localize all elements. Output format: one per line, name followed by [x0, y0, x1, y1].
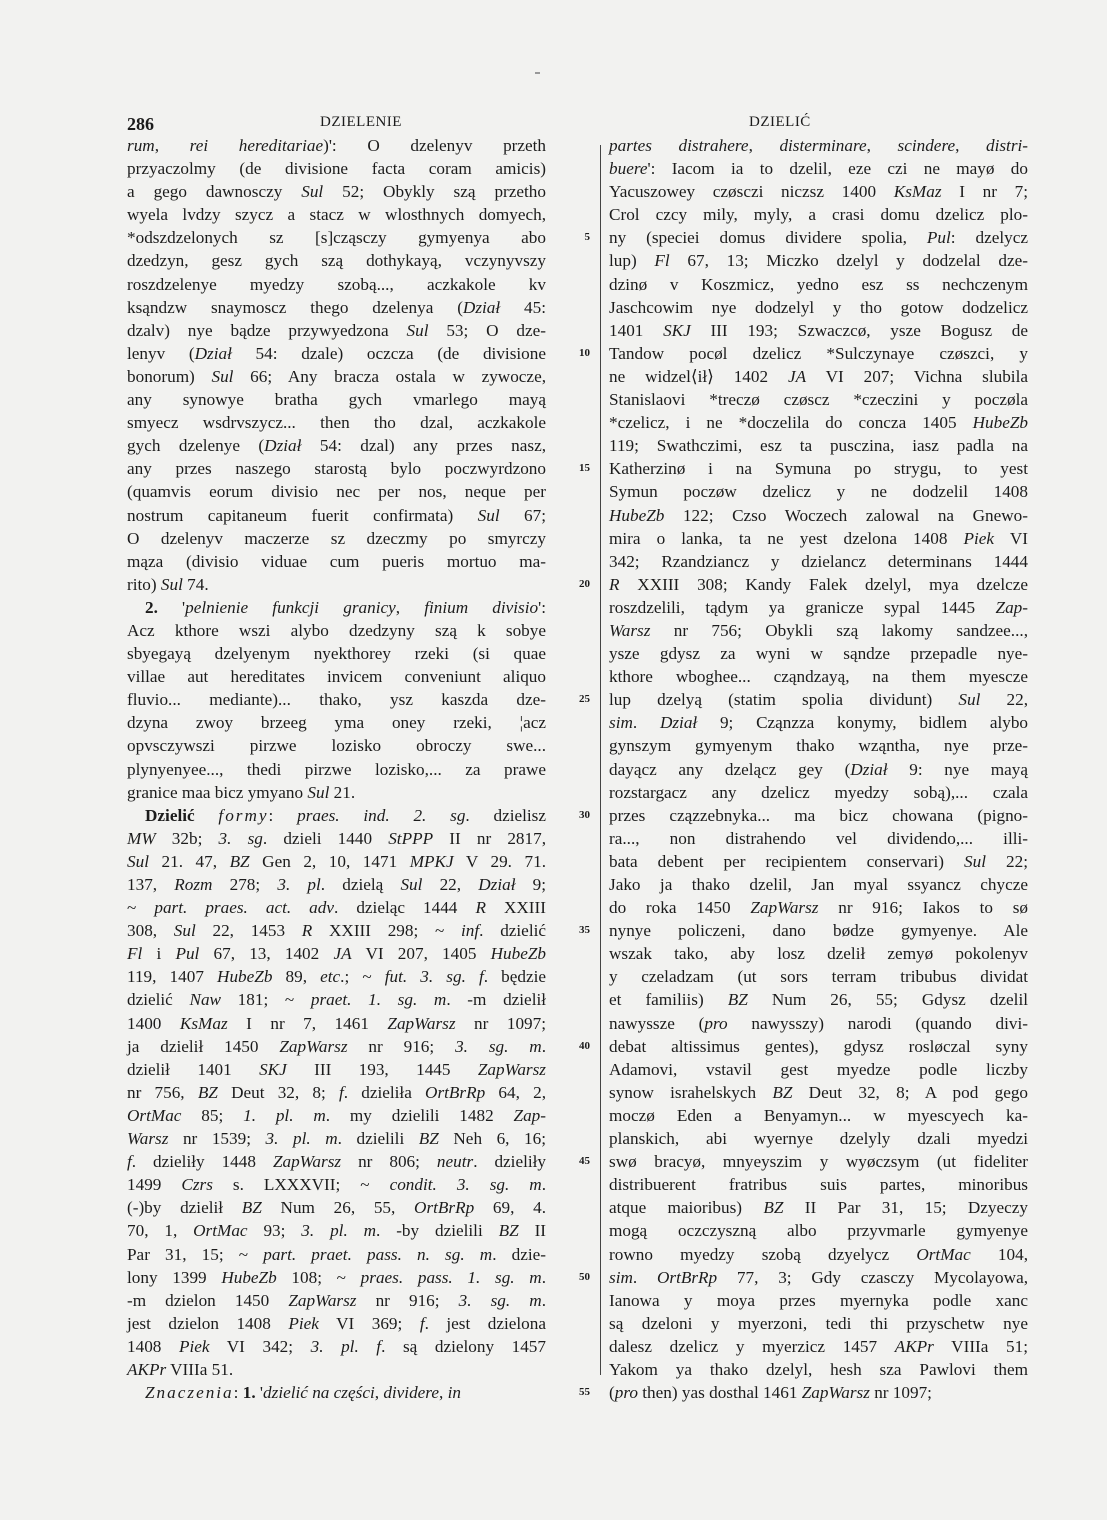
text-line: Adamovi, vstavil gest myedze podle liczby: [609, 1059, 1028, 1079]
text-line: *czelicz, i ne *doczelila do concza 1405 HubeZb: [609, 413, 1028, 433]
print-speck: [535, 72, 540, 74]
text-line: wyela lvdzy szycz a stacz w wlosthnych domyech,: [127, 205, 546, 225]
text-line: Stanislaovi *treczø czøscz *czeczini y poczøla: [609, 390, 1028, 410]
right-running-head: DZIELIĆ: [749, 114, 811, 130]
text-line: any przes naszego starostą bylo poczwyrdzono: [127, 459, 546, 479]
text-line: (-)by dzielił BZ Num 26, 55, OrtBrRp 69, 4.: [127, 1198, 546, 1218]
text-line: any synowye bratha gych vmarlego mayą: [127, 390, 546, 410]
text-line: lony 1399 HubeZb 108; ~ praes. pass. 1. sg. m.: [127, 1267, 546, 1287]
text-line: nynye policzeni, dano bødze gymyenye. Ale: [609, 921, 1028, 941]
text-line: O dzelenyv maczerze sz dzeczmy po smyrczy: [127, 528, 546, 548]
text-line: sim. OrtBrRp 77, 3; Gdy czasczy Mycolayowa,: [609, 1267, 1028, 1287]
text-line: przyaczolmy (de divisione facta coram amicis): [127, 159, 546, 179]
text-line: do roka 1450 ZapWarsz nr 916; Iakos to sø: [609, 898, 1028, 918]
text-line: Yacuszowey czøsczi niczsz 1400 KsMaz I nr 7;: [609, 182, 1028, 202]
text-line: Yakom ya thako dzelyl, hesh sza Pawlovi them: [609, 1359, 1028, 1379]
text-line: rum, rei hereditariae)': O dzelenyv przeth: [127, 136, 547, 155]
left-running-head: DZIELENIE: [320, 114, 402, 130]
text-line: dalesz dzelicz y myerzicz 1457 AKPr VIIIa 51;: [609, 1336, 1028, 1356]
text-line: rowno myedzy szobą dzyelycz OrtMac 104,: [609, 1244, 1029, 1264]
text-line: są dzeloni y myerzoni, tedi thi przyschetw nye: [609, 1313, 1028, 1333]
text-line: smyecz wsdrvszycz... then tho dzal, aczkakole: [127, 413, 546, 433]
line-number: 5: [584, 231, 590, 244]
text-line: -m dzielon 1450 ZapWarsz nr 916; 3. sg. m.: [127, 1290, 546, 1310]
text-line: Katherzinø i na Symuna po strygu, to yest: [609, 459, 1028, 479]
column-divider: [600, 145, 601, 1375]
text-line: fluvio... mediante)... thako, ysz kaszda dze-: [127, 690, 546, 710]
text-line: et familiis) BZ Num 26, 55; Gdysz dzelil: [609, 990, 1028, 1010]
text-line: roszdzelenye myedzy szobą..., aczkakole kv: [127, 274, 546, 294]
text-line: lenyv (Dział 54: dzale) oczcza (de divisione: [127, 343, 546, 363]
text-line: 1408 Piek VI 342; 3. pl. f. są dzielony 1457: [127, 1336, 546, 1356]
line-number: 25: [579, 693, 590, 706]
text-line: jest dzielon 1408 Piek VI 369; f. jest dzielona: [127, 1313, 546, 1333]
line-number: 50: [579, 1270, 590, 1283]
left-column: [127, 134, 546, 1404]
text-line: dzyna zwoy brzeeg yma oney rzeki, ¦acz: [127, 713, 546, 733]
text-line: dzielił 1401 SKJ III 193, 1445 ZapWarsz: [127, 1059, 546, 1079]
text-line: debat altissimus gentes), gdysz rosløczal syny: [609, 1036, 1028, 1056]
text-line: dzielić Naw 181; ~ praet. 1. sg. m. -m dzielił: [127, 990, 547, 1010]
text-line: sim. Dział 9; Cząnzza konymy, bidlem alybo: [609, 713, 1029, 733]
text-line: 70, 1, OrtMac 93; 3. pl. m. -by dzielili BZ II: [127, 1221, 547, 1241]
text-line: 1400 KsMaz I nr 7, 1461 ZapWarsz nr 1097;: [127, 1013, 547, 1033]
page-number: 286: [127, 114, 154, 134]
line-number: 15: [579, 462, 590, 475]
text-line: MW 32b; 3. sg. dzieli 1440 StPPP II nr 2817,: [127, 828, 546, 848]
text-line: atque maioribus) BZ II Par 31, 15; Dzyeczy: [609, 1198, 1029, 1218]
text-line: Jaschcowim nye dodzelyl y tho gotow dodzelicz: [609, 297, 1028, 317]
text-line: ra..., non distrahendo vel dividendo,... illi-: [609, 828, 1028, 848]
text-line: 119; Swathczimi, esz ta pusczina, iasz padla na: [609, 436, 1028, 456]
text-line: distribuerent fratribus suis partes, minoribus: [609, 1175, 1028, 1195]
text-line: f. dzieliły 1448 ZapWarsz nr 806; neutr. dzieliły: [127, 1152, 547, 1172]
text-line: kthore wboghee... cząndzayą, na them myescze: [609, 667, 1028, 687]
text-line: rito) Sul 74.: [127, 574, 209, 594]
text-line: ysze gdysz za wyni w sąndze przepadle nye-: [609, 644, 1028, 664]
text-line: OrtMac 85; 1. pl. m. my dzielili 1482 Zap-: [127, 1105, 547, 1125]
text-line: moczø Eden a Benyamyn... w myescyech ka-: [609, 1105, 1028, 1125]
text-line: Jako ja thako dzelil, Jan myal ssyancz chycze: [609, 875, 1028, 894]
text-line: dayącz any dzelącz gey (Dział 9: nye mayą: [609, 759, 1028, 779]
text-line: 1499 Czrs s. LXXXVII; ~ condit. 3. sg. m.: [127, 1175, 546, 1195]
line-number: 55: [579, 1386, 590, 1399]
line-number: 40: [579, 1039, 590, 1052]
text-line: mogą oczczyszną albo przyvmarle gymyenye: [609, 1221, 1028, 1241]
text-line: Symun poczøw dzelicz y ne dodzelil 1408: [609, 482, 1028, 502]
text-line: plynyenyee..., thedi pirzwe lozisko,... za prawe: [127, 759, 546, 779]
text-line: Acz kthore wszi alybo dzedzyny szą k sobye: [127, 620, 546, 640]
text-line: mąza (divisio viduae cum pueris mortuo ma-: [127, 551, 546, 571]
text-line: dzinø v Koszmicz, yedno esz ss nechczenym: [609, 274, 1028, 294]
text-line: Crol czcy mily, myly, a crasi domu dzelicz plo-: [609, 205, 1028, 225]
text-line: (quamvis eorum divisio nec per nos, neque per: [127, 482, 546, 502]
text-line: planskich, abi wyernye dzelyly dzali myedzi: [609, 1129, 1028, 1149]
text-line: *odszdzelonych sz [s]cząsczy gymyenya abo: [127, 228, 546, 248]
text-line: Fl i Pul 67, 13, 1402 JA VI 207, 1405 HubeZb: [127, 944, 547, 964]
line-number: 30: [579, 808, 590, 821]
text-line: dzedzyn, gesz gych szą dothykayą, vczynyvszy: [127, 251, 546, 271]
text-line: granice maa bicz ymyano Sul 21.: [127, 782, 356, 802]
text-line: buere': Iacom ia to dzelil, eze czi ne mayø do: [609, 159, 1028, 179]
text-line: ja dzielił 1450 ZapWarsz nr 916; 3. sg. m.: [127, 1036, 547, 1056]
text-line: nostrum capitaneum fuerit confirmata) Sul 67;: [127, 505, 546, 525]
text-line: Dzielić formy: praes. ind. 2. sg. dzielisz: [145, 805, 547, 825]
text-line: Par 31, 15; ~ part. praet. pass. n. sg. m. dzie-: [127, 1244, 546, 1264]
text-line: partes distrahere, disterminare, scindere, distri-: [609, 136, 1029, 155]
text-line: 119, 1407 HubeZb 89, etc.; ~ fut. 3. sg. f. będzie: [127, 967, 546, 987]
text-line: Znaczenia: 1. 'dzielić na części, dividere, in: [145, 1383, 461, 1403]
text-line: Warsz nr 756; Obykli szą lakomy sandzee...,: [609, 620, 1028, 640]
text-line: wszak tako, aby losz dzelił zemyø pokolenyv: [609, 944, 1028, 964]
text-line: Ianowa y moya przes myernyka podle xanc: [609, 1290, 1028, 1310]
right-column: [609, 134, 1028, 1404]
line-number: 10: [579, 346, 590, 359]
text-line: 2. 'pelnienie funkcji granicy, finium divisio':: [145, 597, 546, 617]
text-line: (pro then) yas dosthal 1461 ZapWarsz nr 1097;: [609, 1383, 932, 1403]
text-line: ne widzel⟨ił⟩ 1402 JA VI 207; Vichna slubila: [609, 366, 1028, 386]
text-line: y czeladzam (ut sors terram tribubus dividat: [609, 967, 1028, 987]
text-line: rozstargacz any dzelicz myedzy sobą),... czala: [609, 782, 1028, 802]
text-line: ksąndzw snaymoscz thego dzelenya (Dział 45:: [127, 297, 546, 317]
text-line: lup) Fl 67, 13; Miczko dzelyl y dodzelal dze-: [609, 251, 1028, 271]
line-number: 20: [579, 577, 590, 590]
text-line: bata debent per recipientem conservari) Sul 22;: [609, 851, 1029, 871]
text-line: 1401 SKJ III 193; Szwaczcø, ysze Bogusz de: [609, 320, 1029, 340]
text-line: dzalv) nye bądze przywyedzona Sul 53; O dze-: [127, 320, 547, 340]
text-line: villae aut hereditates invicem conveniunt aliquo: [127, 667, 546, 687]
text-line: HubeZb 122; Czso Woczech zalowal na Gnewo-: [609, 505, 1028, 525]
text-line: opvsczywszi pirzwe lozisko obroczy swe...: [127, 736, 546, 756]
line-number: 35: [579, 924, 590, 937]
text-line: Warsz nr 1539; 3. pl. m. dzielili BZ Neh 6, 16;: [127, 1129, 547, 1149]
text-line: lup dzelyą (statim spolia dividunt) Sul 22,: [609, 690, 1028, 710]
text-line: ~ part. praes. act. adv. dzieląc 1444 R XXIII: [127, 898, 546, 918]
text-line: 137, Rozm 278; 3. pl. dzielą Sul 22, Dział 9;: [127, 875, 547, 894]
text-line: przes czązzebnyka... ma bicz chowana (pigno-: [609, 805, 1028, 825]
line-number: 45: [579, 1155, 590, 1168]
text-line: a gego dawnosczy Sul 52; Obykly szą przetho: [127, 182, 546, 202]
text-line: bonorum) Sul 66; Any bracza ostala w zywocze,: [127, 366, 546, 386]
text-line: R XXIII 308; Kandy Falek dzelyl, mya dzelcze: [609, 574, 1028, 594]
text-line: gych dzelenye (Dział 54: dzal) any przes nasz,: [127, 436, 546, 456]
text-line: gynszym gymyenym thako wząntha, nye prze-: [609, 736, 1028, 756]
text-line: Tandow pocøl dzelicz *Sulczynaye czøszci, y: [609, 343, 1028, 363]
text-line: swø bracyø, mnyeyszim y wyøczsym (ut fideliter: [609, 1152, 1028, 1172]
text-line: mira o lanka, ta ne yest dzelona 1408 Piek VI: [609, 528, 1028, 548]
text-line: ny (speciei domus dividere spolia, Pul: dzelycz: [609, 228, 1028, 248]
text-line: nr 756, BZ Deut 32, 8; f. dzieliła OrtBrRp 64, 2,: [127, 1082, 546, 1102]
text-line: AKPr VIIIa 51.: [127, 1359, 234, 1379]
text-line: roszdzelili, tądym ya granicze sypal 1445 Zap-: [609, 597, 1028, 617]
text-line: 308, Sul 22, 1453 R XXIII 298; ~ inf. dzielić: [127, 921, 546, 941]
text-line: synow israhelskych BZ Deut 32, 8; A pod gego: [609, 1082, 1029, 1102]
text-line: nawyssze (pro nawysszy) narodi (quando divi-: [609, 1013, 1028, 1033]
text-line: Sul 21. 47, BZ Gen 2, 10, 1471 MPKJ V 29. 71.: [127, 851, 546, 871]
text-line: 342; Rzandziancz y dzielancz determinans 1444: [609, 551, 1028, 571]
text-line: sbyegayą dzelyenym nyekthorey rzeki (si quae: [127, 644, 546, 664]
